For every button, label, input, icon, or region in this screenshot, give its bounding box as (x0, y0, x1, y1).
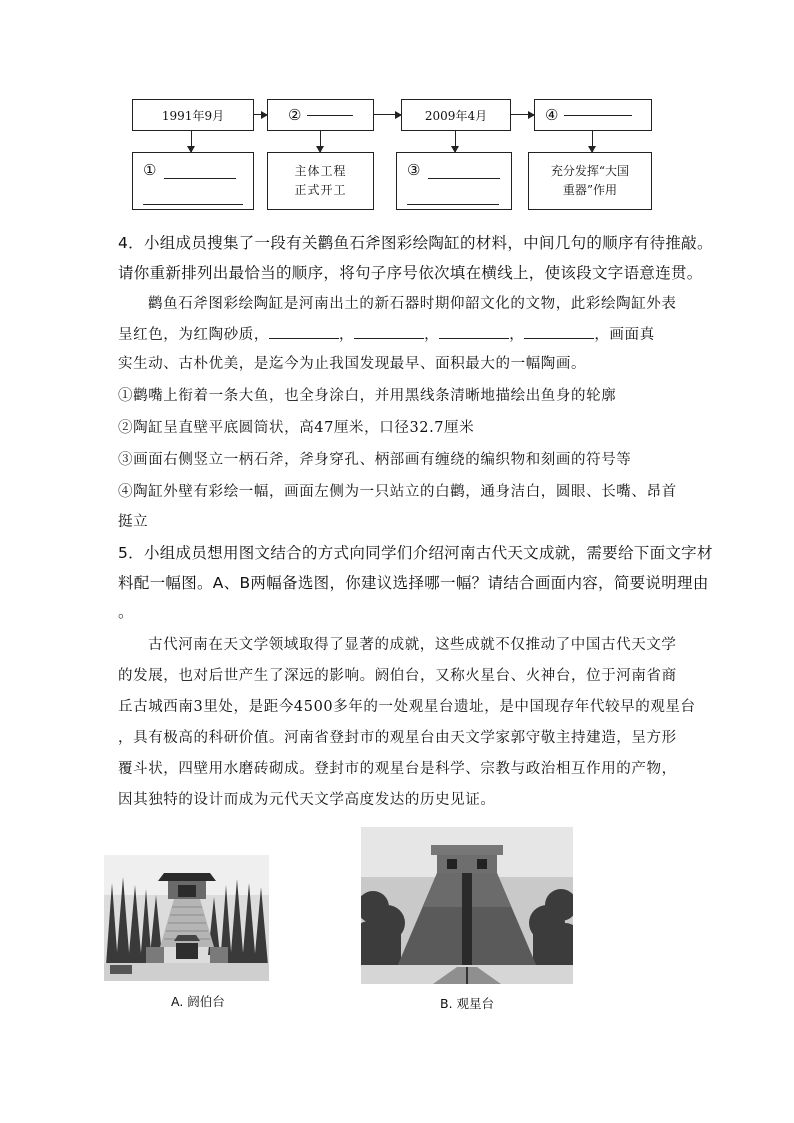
timeline-box-role (528, 152, 652, 210)
timeline-box-1991 (132, 99, 254, 131)
q4-passage-line-2 (118, 324, 698, 345)
q4-option-4-line-1: ④陶缸外壁有彩绘一幅，画面左侧为一只站立的白鹳，通身洁白，圆眼、长嘴、昂首 (118, 484, 677, 500)
timeline-box-2009 (401, 99, 511, 131)
passage-text: ，画面真 (594, 327, 655, 343)
blank-marker-4: ④ (545, 106, 559, 124)
answer-blank-3a[interactable] (428, 178, 500, 179)
q4-option-2: ②陶缸呈直壁平底圆筒状，高47厘米，口径32.7厘米 (118, 420, 475, 436)
comma: ， (509, 327, 525, 343)
fill-blank-1[interactable] (269, 324, 339, 339)
q4-stem-line-1: 4．小组成员搜集了一段有关鹳鱼石斧图彩绘陶缸的材料，中间几句的顺序有待推敲。 (118, 234, 713, 252)
timeline-date-2009: 2009年4月 (424, 108, 488, 123)
answer-blank-4[interactable] (564, 115, 632, 116)
blank-marker-3: ③ (407, 161, 421, 179)
q4-passage-line-3: 实生动、古朴优美，是迄今为止我国发现最早、面积最大的一幅陶画。 (118, 356, 587, 372)
comma: ， (339, 327, 355, 343)
q5-passage-line-4: ，具有极高的科研价值。河南省登封市的观星台由天文学家郭守敬主持建造，呈方形 (118, 730, 677, 746)
blank-marker-2: ② (288, 106, 302, 124)
fill-blank-2[interactable] (354, 324, 424, 339)
timeline-box-construction (267, 152, 374, 210)
caption-a: A. 阏伯台 (171, 994, 225, 1009)
timeline-box-blank-1 (132, 152, 254, 210)
q5-passage-line-3: 丘古城西南3里处，是距今4500多年的一处观星台遗址，是中国现存年代较早的观星台 (118, 699, 696, 715)
q4-stem-line-2: 请你重新排列出最恰当的顺序，将句子序号依次填在横线上，使该段文字语意连贯。 (118, 264, 703, 282)
q5-stem-line-3: 。 (118, 603, 134, 621)
answer-blank-1a[interactable] (164, 178, 236, 179)
fill-blank-3[interactable] (439, 324, 509, 339)
timeline-event-role: 充分发挥“大国 重器”作用 (550, 164, 630, 197)
answer-blank-2[interactable] (307, 115, 353, 116)
q4-option-4-line-2: 挺立 (118, 514, 149, 530)
q4-option-1: ①鹳嘴上衔着一条大鱼，也全身涂白，并用黑线条清晰地描绘出鱼身的轮廓 (118, 388, 617, 404)
arrow-down (592, 131, 593, 152)
timeline-box-blank-2 (267, 99, 374, 131)
answer-blank-3b[interactable] (407, 204, 499, 205)
photo-ebotai (104, 855, 269, 981)
timeline-date-1991: 1991年9月 (161, 108, 225, 123)
passage-text: 呈红色，为红陶砂质， (118, 327, 269, 343)
q5-stem-line-1: 5．小组成员想用图文结合的方式向同学们介绍河南古代天文成就，需要给下面文字材 (118, 544, 713, 562)
arrow-down (191, 131, 192, 152)
timeline-box-blank-4 (534, 99, 652, 131)
arrow-right (511, 114, 534, 115)
q5-passage-line-6: 因其独特的设计而成为元代天文学高度发达的历史见证。 (118, 792, 496, 808)
q5-passage-line-1: 古代河南在天文学领域取得了显著的成就，这些成就不仅推动了中国古代天文学 (148, 637, 677, 653)
q5-passage-line-5: 覆斗状，四壁用水磨砖砌成。登封市的观星台是科学、宗教与政治相互作用的产物， (118, 761, 677, 777)
fill-blank-4[interactable] (524, 324, 594, 339)
q4-option-3: ③画面右侧竖立一柄石斧，斧身穿孔、柄部画有缠绕的编织物和刻画的符号等 (118, 452, 632, 468)
q4-passage-line-1: 鹳鱼石斧图彩绘陶缸是河南出土的新石器时期仰韶文化的文物，此彩绘陶缸外表 (148, 296, 677, 312)
timeline-box-blank-3 (396, 152, 512, 210)
caption-b: B. 观星台 (440, 996, 495, 1011)
q5-stem-line-2: 料配一幅图。A、B两幅备选图，你建议选择哪一幅？请结合画面内容，简要说明理由 (118, 574, 709, 592)
timeline-event-construction: 主体工程 正式开工 (294, 164, 347, 197)
answer-blank-1b[interactable] (143, 204, 243, 205)
arrow-right (374, 114, 401, 115)
blank-marker-1: ① (143, 161, 157, 179)
q5-passage-line-2: 的发展，也对后世产生了深远的影响。阏伯台，又称火星台、火神台，位于河南省商 (118, 668, 677, 684)
comma: ， (424, 327, 440, 343)
arrow-down (320, 131, 321, 152)
photo-observatory (361, 827, 573, 984)
arrow-down (455, 131, 456, 152)
arrow-right (254, 114, 267, 115)
